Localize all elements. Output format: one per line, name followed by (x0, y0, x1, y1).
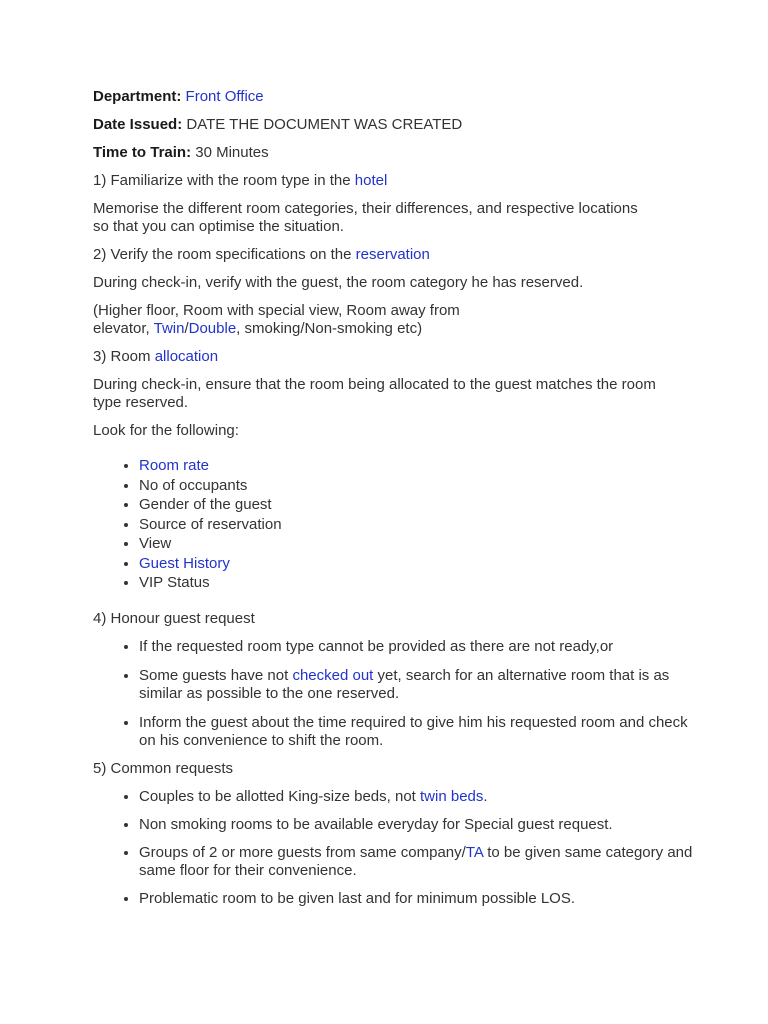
twin-link[interactable]: Twin (153, 320, 185, 337)
list-item-text: Some guests have not (139, 666, 293, 684)
section-2-note-line-2-end: , smoking/Non-smoking etc) (236, 320, 423, 337)
section-2-note-line-2-start: elevator, (93, 320, 154, 337)
time-to-train-value: 30 Minutes (195, 144, 269, 161)
look-for-line: Look for the following: (93, 422, 239, 439)
date-issued-line (93, 116, 693, 134)
list-item (139, 667, 699, 703)
section-1-body: Memorise the different room categories, their differences, and respective locations so that you can optimise the situation. (93, 200, 638, 235)
section-3-body: During check-in, ensure that the room being allocated to the guest matches the room type reserved. (93, 376, 656, 411)
list-item: • VIP Status (139, 573, 693, 593)
date-issued-value: DATE THE DOCUMENT WAS CREATED (186, 116, 463, 133)
list-item-text: Groups of 2 or more guests from same company/ (139, 843, 466, 861)
list-item-text: to be given same category and same floor for their convenience. (139, 843, 693, 879)
section-2-body: During check-in, verify with the guest, the room category he has reserved. (93, 274, 584, 291)
checked-out-link[interactable]: checked out (292, 666, 374, 684)
section-2-note-line-1: (Higher floor, Room with special view, Room away from (93, 302, 460, 319)
list-item: • Source of reservation (139, 515, 693, 535)
department-line (93, 88, 693, 106)
common-requests-list (93, 788, 699, 908)
list-item (139, 844, 699, 880)
time-to-train-line (93, 144, 693, 162)
list-item: • Non smoking rooms to be available everyday for Special guest request. (139, 816, 699, 834)
section-2-heading (93, 246, 693, 264)
section-2-note (93, 302, 693, 338)
section-2-heading-text: 2) Verify the room specifications on the (93, 246, 356, 263)
section-1-heading (93, 172, 693, 190)
section-5-heading: 5) Common requests (93, 759, 234, 777)
time-to-train-label: Time to Train: (93, 144, 192, 161)
section-4-heading: 4) Honour guest request (93, 609, 255, 627)
guest-request-list (93, 638, 699, 750)
hotel-link[interactable]: hotel (354, 172, 388, 189)
document-body (93, 86, 693, 908)
section-3-heading (93, 348, 693, 366)
slash-separator: / (184, 320, 189, 337)
list-item-text: yet, search for an alternative room that is as similar as possible to the one reserved. (139, 666, 670, 702)
section-3-heading-text: 3) Room (93, 348, 155, 365)
list-item: • Gender of the guest (139, 495, 693, 515)
double-link[interactable]: Double (188, 320, 237, 337)
list-item (139, 456, 693, 476)
list-item-text: . (483, 787, 488, 805)
department-label: Department: (93, 88, 182, 105)
section-1-heading-text: 1) Familiarize with the room type in the (93, 172, 355, 189)
guest-history-link[interactable]: Guest History (139, 554, 230, 572)
allocation-link[interactable]: allocation (154, 348, 219, 365)
list-item-text: Couples to be allotted King-size beds, not (139, 787, 421, 805)
list-item (139, 788, 699, 806)
reservation-link[interactable]: reservation (355, 246, 430, 263)
ta-link[interactable]: TA (465, 843, 484, 861)
room-rate-link[interactable]: Room rate (139, 457, 210, 474)
list-item: • No of occupants (139, 476, 693, 496)
room-checklist (93, 456, 693, 593)
list-item: • Inform the guest about the time required to give him his requested room and check on his convenience to shift the room. (139, 714, 699, 750)
list-item: • View (139, 534, 693, 554)
department-link[interactable]: Front Office (185, 88, 264, 105)
list-item (139, 554, 693, 574)
list-item: • Problematic room to be given last and for minimum possible LOS. (139, 890, 699, 908)
list-item: • If the requested room type cannot be provided as there are not ready,or (139, 638, 699, 656)
twin-beds-link[interactable]: twin beds (420, 787, 484, 805)
date-issued-label: Date Issued: (93, 116, 183, 133)
